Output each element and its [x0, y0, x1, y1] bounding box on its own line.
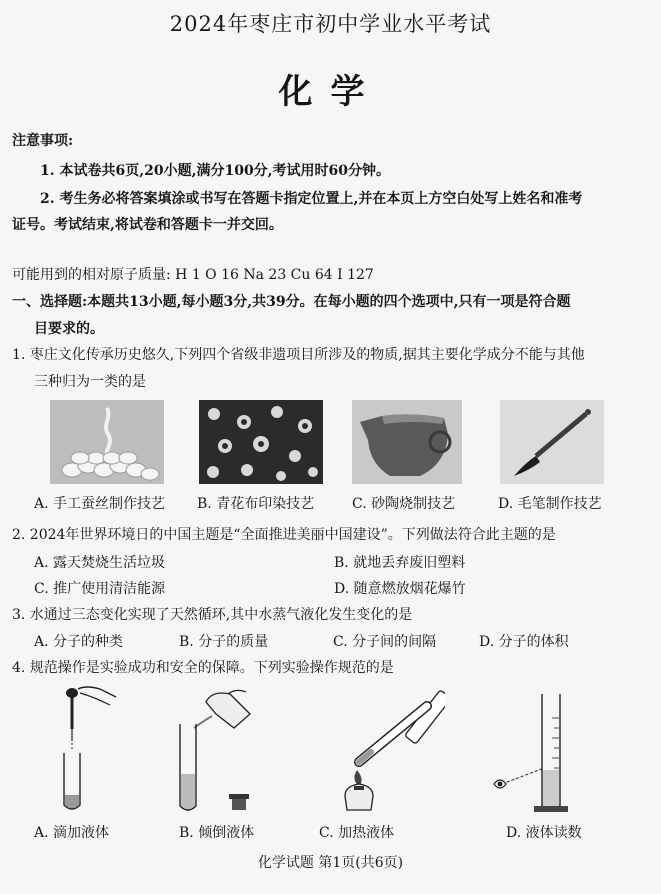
notes-item-1: 1. 本试卷共6页,20小题,满分100分,考试用时60分钟。	[40, 163, 391, 179]
question-4-option-b: B. 倾倒液体	[179, 825, 255, 841]
question-4-option-d: D. 液体读数	[506, 825, 582, 841]
sand-pottery-image	[352, 400, 462, 484]
pouring-diagram	[172, 684, 262, 816]
question-2-option-b: B. 就地丢弃废旧塑料	[334, 555, 466, 571]
question-4-option-a: A. 滴加液体	[34, 825, 110, 841]
question-1-option-d: D. 毛笔制作技艺	[498, 496, 602, 512]
question-1-option-c: C. 砂陶烧制技艺	[352, 496, 456, 512]
notes-item-2-line-2: 证号。考试结束,将试卷和答题卡一并交回。	[12, 217, 283, 233]
question-1-option-b: B. 青花布印染技艺	[197, 496, 315, 512]
section-1-line-1: 一、选择题:本题共13小题,每小题3分,共39分。在每小题的四个选项中,只有一项是符合题	[12, 294, 571, 310]
measuring-cylinder-diagram	[490, 688, 580, 818]
section-1-line-2: 目要求的。	[34, 321, 104, 337]
question-3-option-a: A. 分子的种类	[34, 634, 124, 650]
question-2-stem: 2. 2024年世界环境日的中国主题是“全面推进美丽中国建设”。下列做法符合此主题的是	[12, 527, 556, 543]
exam-title: 2024年枣庄市初中学业水平考试	[169, 12, 492, 36]
heating-diagram	[335, 686, 445, 818]
question-2-option-c: C. 推广使用清洁能源	[34, 581, 166, 597]
notes-item-2-line-1: 2. 考生务必将答案填涂或书写在答题卡指定位置上,并在本页上方空白处写上姓名和准考	[40, 191, 583, 207]
question-1-line-2: 三种归为一类的是	[34, 374, 146, 390]
subject-title: 化学	[278, 72, 383, 112]
question-3-option-d: D. 分子的体积	[479, 634, 569, 650]
page-footer: 化学试题 第1页(共6页)	[257, 855, 404, 871]
question-1-line-1: 1. 枣庄文化传承历史悠久,下列四个省级非遗项目所涉及的物质,据其主要化学成分不能与其他	[12, 347, 585, 363]
writing-brush-image	[500, 400, 604, 484]
silk-cocoon-image	[50, 400, 164, 484]
question-2-option-d: D. 随意燃放烟花爆竹	[334, 581, 466, 597]
question-2-option-a: A. 露天焚烧生活垃圾	[34, 555, 166, 571]
question-4-stem: 4. 规范操作是实验成功和安全的保障。下列实验操作规范的是	[12, 660, 394, 676]
atomic-masses: 可能用到的相对原子质量: H 1 O 16 Na 23 Cu 64 I 127	[12, 267, 374, 283]
notes-heading: 注意事项:	[12, 133, 74, 149]
dropper-diagram	[40, 683, 120, 815]
question-3-stem: 3. 水通过三态变化实现了天然循环,其中水蒸气液化发生变化的是	[12, 607, 413, 623]
question-3-option-c: C. 分子间的间隔	[333, 634, 437, 650]
blue-print-cloth-image	[199, 400, 323, 484]
question-4-option-c: C. 加热液体	[319, 825, 395, 841]
question-3-option-b: B. 分子的质量	[179, 634, 269, 650]
question-1-option-a: A. 手工蚕丝制作技艺	[34, 496, 166, 512]
